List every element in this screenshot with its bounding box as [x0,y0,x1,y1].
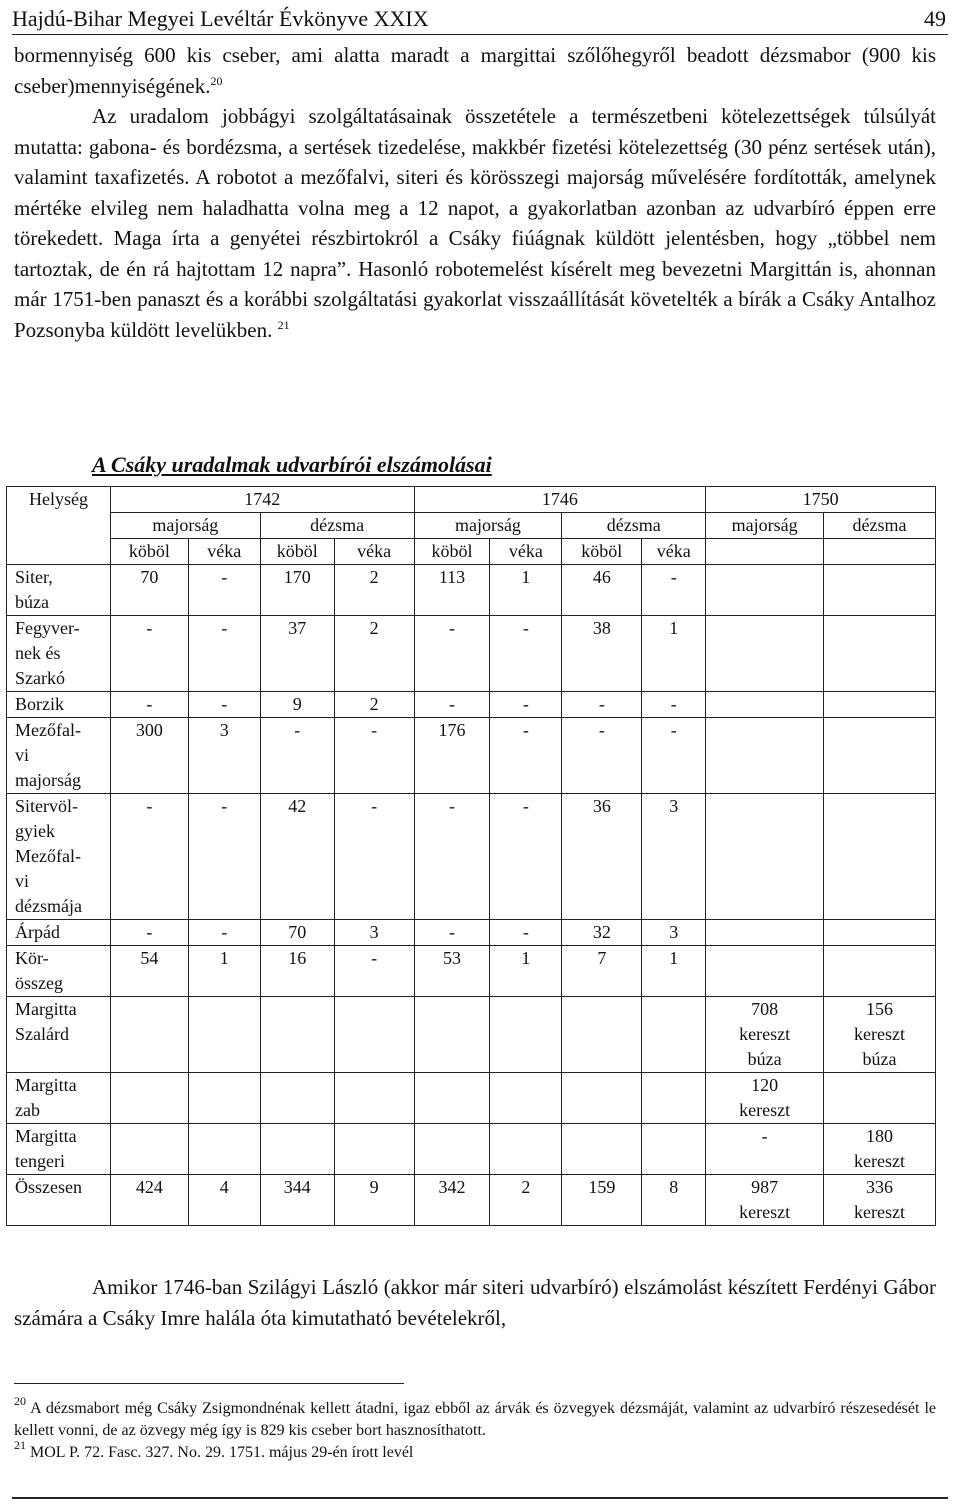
value-cell: 159 [562,1175,642,1226]
table-row [7,718,936,794]
value-cell: 113 [414,565,490,616]
value-cell [334,1124,414,1175]
value-cell: 4 [188,1175,260,1226]
value-cell-1750-dezsma [824,718,936,794]
value-cell: 342 [414,1175,490,1226]
table-row [7,1073,936,1124]
value-cell [188,1073,260,1124]
value-cell: 7 [562,946,642,997]
type-header: dézsma [562,513,706,539]
value-cell [260,997,334,1073]
footnote-number: 21 [14,1438,26,1452]
place-header: Helység [7,487,111,565]
header-row-units [7,539,936,565]
value-cell: - [110,692,188,718]
place-cell: Siter, búza [7,565,111,616]
value-cell [110,1124,188,1175]
value-cell: - [334,718,414,794]
value-cell: 70 [260,920,334,946]
value-cell: 53 [414,946,490,997]
value-cell: 9 [334,1175,414,1226]
value-cell: 2 [490,1175,562,1226]
value-cell: - [562,692,642,718]
value-cell: - [490,794,562,920]
value-cell-1750-majorsag [706,565,824,616]
type-header: majorság [414,513,562,539]
footnotes [14,1394,937,1464]
value-cell: 424 [110,1175,188,1226]
value-cell: - [414,616,490,692]
place-cell: Margitta tengeri [7,1124,111,1175]
table-row [7,1175,936,1226]
footnote-number: 20 [14,1394,26,1408]
accounts-table [6,486,936,1226]
place-cell: Árpád [7,920,111,946]
value-cell [414,1073,490,1124]
value-cell: - [188,692,260,718]
value-cell: 8 [642,1175,706,1226]
paragraph-1-text: bormennyiség 600 kis cseber, ami alatta maradt a margittai szőlőhegyről beadott dézsmabor (900 kis cseber)mennyiségének. [14,43,936,98]
value-cell: - [188,920,260,946]
value-cell [642,1124,706,1175]
value-cell: 300 [110,718,188,794]
value-cell: - [414,794,490,920]
value-cell: - [642,692,706,718]
value-cell: - [414,692,490,718]
page-header [12,4,948,35]
value-cell [642,1073,706,1124]
value-cell [334,997,414,1073]
year-header: 1750 [706,487,936,513]
paragraph-3: Amikor 1746-ban Szilágyi László (akkor már siteri udvarbíró) elszámolást készített Ferdényi Gábor számára a Csáky Imre halála óta kimutatható bevételekről, [14,1275,936,1330]
paragraph-2-text: Az uradalom jobbágyi szolgáltatásainak összetétele a természetbeni kötelezettségek túlsúlyát mutatta: gabona- és bordézsma, a sertések tizedelése, makkbér fizetési kötelezettség (30 pénz sertések után), valamint taxafizetés. A robotot a mezőfalvi, siteri és körösszegi majorság művelésére fordították, amelynek mértéke elvileg nem haladhatta volna meg a 12 napot, a gyakorlatban azonban az udvarbíró éppen erre törekedett. Maga írta a genyétei részbirtokról a Csáky fiúágnak küldött jelentésben, hogy „többel nem tartoztak, de én rá hajtottam 12 napra”. Hasonló robotemelést kísérelt meg bevezetni Margittán is, ahonnan már 1751-ben panaszt és a korábbi szolgáltatási gyakorlat visszaállítását követelték a bírák a Csáky Antalhoz Pozsonyba küldött levelükben. [14,104,936,342]
value-cell [260,1124,334,1175]
unit-header: véka [642,539,706,565]
value-cell-1750-majorsag [706,920,824,946]
value-cell [188,1124,260,1175]
value-cell: 2 [334,692,414,718]
value-cell: - [562,718,642,794]
place-cell: Borzik [7,692,111,718]
value-cell: 1 [642,616,706,692]
table-row [7,920,936,946]
value-cell: 2 [334,616,414,692]
value-cell: - [110,794,188,920]
unit-header: köböl [110,539,188,565]
unit-header: köböl [260,539,334,565]
value-cell: 3 [334,920,414,946]
value-cell: - [110,920,188,946]
value-cell [490,1124,562,1175]
value-cell-1750-majorsag [706,946,824,997]
value-cell: 1 [490,565,562,616]
table-row [7,946,936,997]
value-cell [110,997,188,1073]
value-cell: 32 [562,920,642,946]
body-text-bottom [14,1272,936,1333]
value-cell: - [642,718,706,794]
year-header: 1742 [110,487,414,513]
value-cell: 3 [188,718,260,794]
type-header: majorság [706,513,824,539]
bottom-rule [12,1497,948,1499]
value-cell: - [188,794,260,920]
value-cell [110,1073,188,1124]
header-row-years [7,487,936,513]
value-cell: - [490,692,562,718]
table-row [7,794,936,920]
value-cell: 1 [642,946,706,997]
value-cell: 42 [260,794,334,920]
value-cell: - [110,616,188,692]
unit-header: véka [334,539,414,565]
place-cell: Sitervöl- gyiek Mezőfal- vi dézsmája [7,794,111,920]
value-cell: - [188,616,260,692]
value-cell-1750-dezsma [824,920,936,946]
journal-title: Hajdú-Bihar Megyei Levéltár Évkönyve XXIX [12,6,429,31]
value-cell: - [490,718,562,794]
value-cell-1750-dezsma [824,692,936,718]
value-cell-1750-dezsma [824,794,936,920]
place-cell: Margitta zab [7,1073,111,1124]
footnote-20 [14,1394,937,1442]
value-cell: 3 [642,920,706,946]
value-cell: 46 [562,565,642,616]
value-cell: - [490,920,562,946]
footnote-ref-20[interactable]: 20 [210,73,223,88]
place-cell: Margitta Szalárd [7,997,111,1073]
value-cell: 344 [260,1175,334,1226]
value-cell-1750-majorsag [706,794,824,920]
paragraph-1 [14,40,936,101]
unit-header: véka [490,539,562,565]
place-cell: Kör- összeg [7,946,111,997]
value-cell-1750-dezsma: 180 kereszt [824,1124,936,1175]
value-cell: - [260,718,334,794]
page-number: 49 [924,6,946,31]
value-cell-1750-dezsma: 336 kereszt [824,1175,936,1226]
footnote-text: A dézsmabort még Csáky Zsigmondnénak kellett átadni, igaz ebből az árvák és özvegyek dézsmáját, valamint az udvarbíró részesedését le kellett vonni, de az özvegy még így is 829 kis cseber bort hasznosíthatott. [14,1400,937,1439]
value-cell [562,1124,642,1175]
value-cell-1750-dezsma [824,1073,936,1124]
body-text-top [14,40,936,345]
place-cell: Mezőfal- vi majorság [7,718,111,794]
table-row [7,692,936,718]
footnote-text: MOL P. 72. Fasc. 327. No. 29. 1751. május 29-én írott levél [30,1444,414,1461]
type-header: dézsma [824,513,936,539]
value-cell: 54 [110,946,188,997]
value-cell [490,997,562,1073]
value-cell-1750-majorsag [706,718,824,794]
value-cell-1750-dezsma [824,616,936,692]
value-cell: 70 [110,565,188,616]
place-cell: Összesen [7,1175,111,1226]
unit-header: köböl [562,539,642,565]
value-cell: 37 [260,616,334,692]
unit-header: véka [188,539,260,565]
unit-header-empty [824,539,936,565]
table-row [7,565,936,616]
value-cell [414,1124,490,1175]
value-cell [334,1073,414,1124]
value-cell: - [334,946,414,997]
header-row-types [7,513,936,539]
value-cell-1750-majorsag [706,692,824,718]
type-header: dézsma [260,513,414,539]
place-cell: Fegyver- nek és Szarkó [7,616,111,692]
value-cell: 38 [562,616,642,692]
value-cell: - [490,616,562,692]
value-cell [562,1073,642,1124]
value-cell-1750-dezsma [824,946,936,997]
value-cell: - [188,565,260,616]
value-cell-1750-majorsag: 120 kereszt [706,1073,824,1124]
year-header: 1746 [414,487,706,513]
unit-header-empty [706,539,824,565]
value-cell-1750-majorsag [706,616,824,692]
value-cell: 9 [260,692,334,718]
type-header: majorság [110,513,260,539]
value-cell: - [414,920,490,946]
value-cell: 1 [188,946,260,997]
table-row [7,616,936,692]
value-cell-1750-majorsag: 708 kereszt búza [706,997,824,1073]
footnote-21 [14,1438,936,1464]
value-cell: - [334,794,414,920]
value-cell: 170 [260,565,334,616]
table-row [7,1124,936,1175]
paragraph-2 [14,101,936,345]
value-cell [490,1073,562,1124]
value-cell: 3 [642,794,706,920]
value-cell: 16 [260,946,334,997]
value-cell [188,997,260,1073]
table-row [7,997,936,1073]
value-cell [414,997,490,1073]
footnote-separator [14,1383,404,1384]
value-cell: 2 [334,565,414,616]
value-cell-1750-majorsag: - [706,1124,824,1175]
value-cell [642,997,706,1073]
value-cell [260,1073,334,1124]
value-cell [562,997,642,1073]
value-cell: 1 [490,946,562,997]
value-cell: 36 [562,794,642,920]
table-title: A Csáky uradalmak udvarbírói elszámolásai [92,452,492,477]
footnote-ref-21[interactable]: 21 [277,317,290,332]
value-cell-1750-majorsag: 987 kereszt [706,1175,824,1226]
unit-header: köböl [414,539,490,565]
value-cell-1750-dezsma [824,565,936,616]
value-cell: - [642,565,706,616]
value-cell-1750-dezsma: 156 kereszt búza [824,997,936,1073]
value-cell: 176 [414,718,490,794]
